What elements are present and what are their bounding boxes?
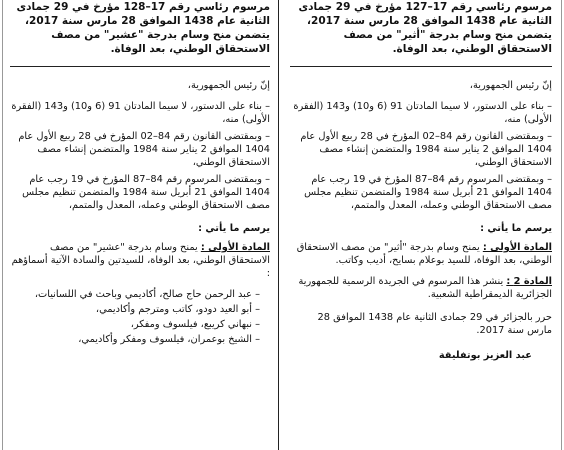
decree-127-column: [284, 0, 556, 450]
honoree-item: – الشيخ بوعمران، فيلسوف ومفكر وأكاديمي،: [78, 334, 260, 345]
decree-128-column: [6, 0, 274, 450]
article-2: [290, 275, 552, 301]
column-divider: [278, 0, 279, 450]
preamble-item: – بناء على الدستور، لا سيما المادتان 91 (6 و10) و143 (الفقرة الأولى) منه،: [11, 101, 270, 125]
preamble-item: – وبمقتضى المرسوم رقم 84–87 المؤرخ في 19 رجب عام 1404 الموافق 21 أبريل سنة 1984 والمتضمن تنظيم مجلس مصف الاستحقاق الوطني وعمله، المعدل والمتمم،: [22, 174, 270, 211]
decree-title: مرسوم رئاسي رقم 17–127 مؤرخ في 29 جمادى الثانية عام 1438 الموافق 28 مارس سنة 2017، يتضمن منح وسام بدرجة "أثير" من مصف الاستحقاق الوطني، بعد الوفاة.: [298, 1, 552, 55]
article-text: ينشر هذا المرسوم في الجريدة الرسمية للجمهورية الجزائرية الديمقراطية الشعبية.: [298, 276, 552, 300]
page-border-left: [2, 0, 3, 450]
article-label: المادة الأولى :: [482, 242, 552, 253]
honoree-item: – نبهاني كريبع، فيلسوف ومفكر،: [130, 319, 260, 330]
decree-heading: يرسم ما يأتي :: [198, 223, 270, 234]
preamble-item: – وبمقتضى القانون رقم 84–02 المؤرخ في 28 ربيع الأول عام 1404 الموافق 2 يناير سنة 1984 والمتضمن إنشاء مصف الاستحقاق الوطني،: [18, 131, 270, 168]
title-rule: [10, 66, 270, 67]
decree-heading: يرسم ما يأتي :: [480, 223, 552, 234]
signed-place-date: حرر بالجزائر في 29 جمادى الثانية عام 1438 الموافق 28 مارس سنة 2017.: [317, 312, 552, 336]
president-line: إنّ رئيس الجمهورية،: [469, 80, 552, 91]
page-border-right: [561, 0, 562, 450]
article-1: [290, 241, 552, 267]
preamble-item: – وبمقتضى المرسوم رقم 84–87 المؤرخ في 19 رجب عام 1404 الموافق 21 أبريل سنة 1984 والمتضمن تنظيم مجلس مصف الاستحقاق الوطني وعمله، المعدل والمتمم،: [304, 174, 552, 211]
signature-name: عبد العزيز بوتفليقة: [438, 350, 532, 361]
honoree-item: – عبد الرحمن حاج صالح، أكاديمي وباحث في اللسانيات،: [34, 289, 260, 300]
article-label: المادة الأولى :: [200, 242, 270, 253]
president-line: إنّ رئيس الجمهورية،: [187, 80, 270, 91]
article-1: [10, 241, 270, 280]
preamble-item: – بناء على الدستور، لا سيما المادتان 91 (6 و10) و143 (الفقرة الأولى) منه،: [293, 101, 552, 125]
article-text: يمنح وسام بدرجة "عشير" من مصف الاستحقاق الوطني، بعد الوفاة، للسيدتين والسادة الآتية أسماؤهم :: [11, 242, 270, 279]
honoree-item: – أبو العيد دودو، كاتب ومترجم وأكاديمي،: [95, 304, 260, 315]
article-label: المادة 2 :: [506, 276, 552, 287]
title-rule: [290, 66, 552, 67]
preamble-item: – وبمقتضى القانون رقم 84–02 المؤرخ في 28 ربيع الأول عام 1404 الموافق 2 يناير سنة 1984 والمتضمن إنشاء مصف الاستحقاق الوطني،: [300, 131, 552, 168]
decree-title: مرسوم رئاسي رقم 17–128 مؤرخ في 29 جمادى الثانية عام 1438 الموافق 28 مارس سنة 2017، يتضمن منح وسام بدرجة "عشير" من مصف الاستحقاق الوطني، بعد الوفاة.: [16, 1, 270, 55]
article-text: يمنح وسام بدرجة "أثير" من مصف الاستحقاق الوطني، بعد الوفاة، للسيد بوعلام بسايح، أديب وكاتب.: [296, 242, 552, 266]
